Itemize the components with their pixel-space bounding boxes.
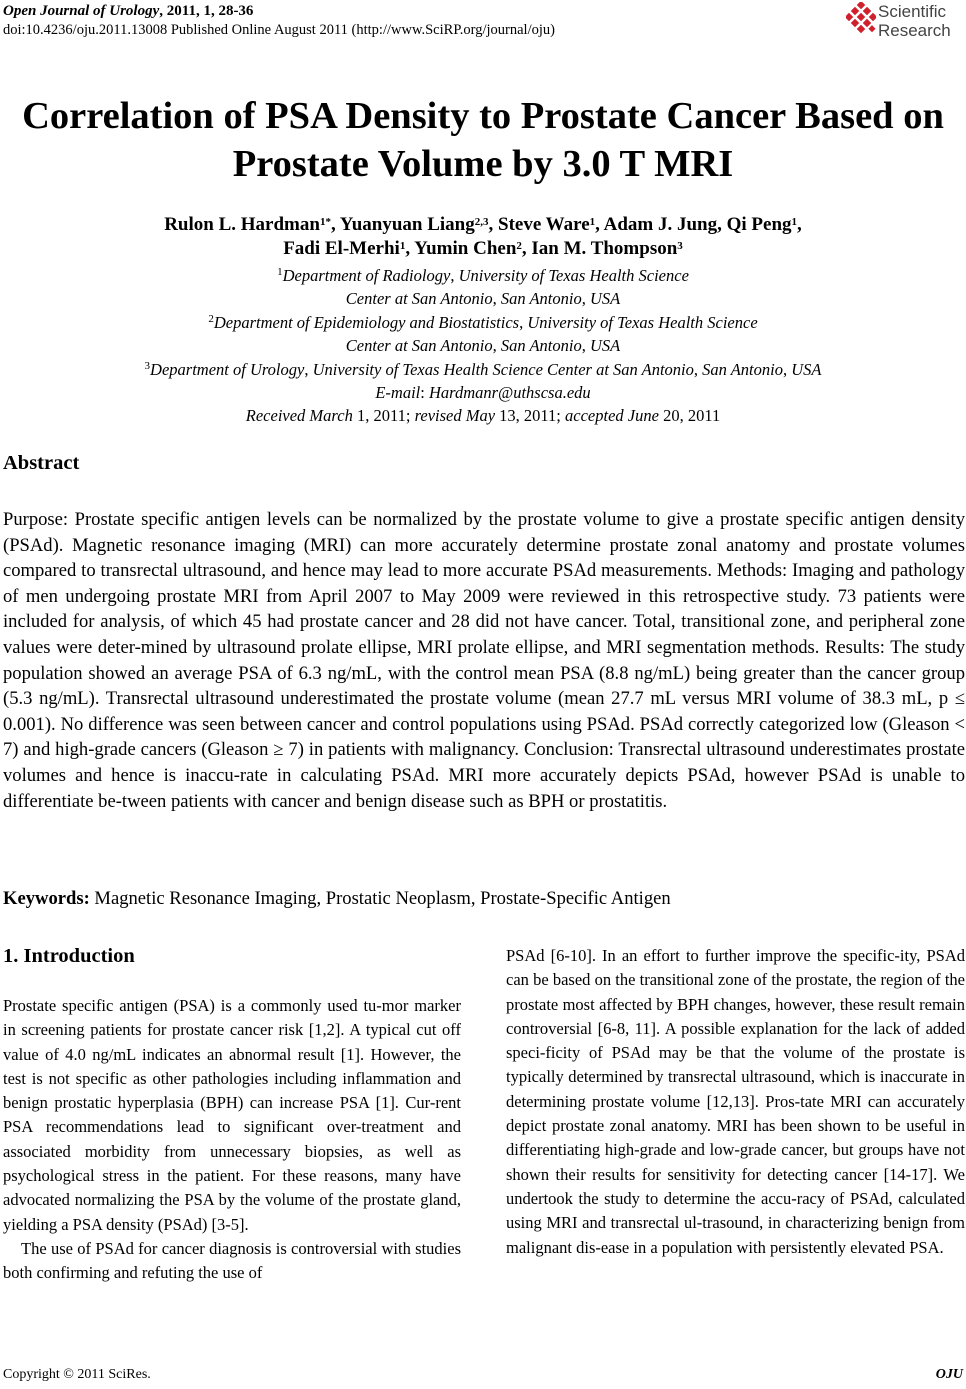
author-line-1: Rulon L. Hardman$^{1*}$, Yuanyuan Liang$^{2,3}$, Steve Ware$^1$, Adam J. Jung, Qi Peng$^1$, — [164, 214, 802, 235]
author-name: Yumin Chen — [414, 238, 517, 259]
journal-name: Open Journal of Urology — [3, 3, 160, 19]
intro-paragraph-3: PSAd [6-10]. In an effort to further improve the specific-ity, PSAd can be based on the transitional zone of the prostate, the region of the prostate most affected by BPH changes, however, these result remain controversial [6-8, 11]. A possible explanation for the lack of added speci-ficity of PSAd may be that the volume of the prostate is typically determined by transrectal ultrasound, which is inaccurate in determining prostate volume [12,13]. Pros-tate MRI can accurately depict prostate zonal anatomy. MRI has been shown to be useful in differentiating high-grade and low-grade cancer, but groups have not shown their results for sensitivity for detecting cancer [14-17]. We undertook the study to determine the accu-racy of PSAd, calculated using MRI and transrectal ul-trasound, in characterizing benign from malignant dis-ease in a population with persistently elevated PSA. — [506, 946, 965, 1257]
introduction-heading: 1. Introduction — [3, 945, 135, 967]
journal-citation: , 2011, 1, 28-36 — [159, 3, 254, 19]
abstract-heading: Abstract — [3, 452, 80, 474]
doi-line: doi:10.4236/oju.2011.13008 Published Online August 2011 (http://www.SciRP.org/journal/oju) — [3, 22, 555, 38]
intro-paragraph-1: Prostate specific antigen (PSA) is a commonly used tu-mor marker in screening patients for prostate cancer risk [1,2]. A typical cut off value of 4.0 ng/mL indicates an abnormal result [1]. However, the test is not specific as other pathologies including inflammation and benign prostatic hyperplasia (BPH) can increase PSA [1]. Cur-rent PSA recommendations lead to significant over-treatment and associated morbidity from unnecessary biopsies, as well as psychological stress in the patient. For these reasons, many have advocated normalizing the PSA by the volume of the prostate gland, yielding a PSA density (PSAd) [3-5]. — [3, 996, 461, 1234]
affiliation-1-city: Center at San Antonio, San Antonio, USA — [345, 289, 621, 309]
email-link[interactable]: Hardmanr@uthscsa.edu — [428, 383, 591, 403]
keywords-text: Magnetic Resonance Imaging, Prostatic Neoplasm, Prostate-Specific Antigen — [94, 888, 671, 909]
author-name: Adam J. Jung — [603, 214, 718, 235]
author-name: Ian M. Thompson — [531, 238, 678, 259]
keywords — [3, 886, 671, 911]
affiliation-2-city: Center at San Antonio, San Antonio, USA — [345, 336, 621, 356]
author-affiliation-marker: 1* — [319, 216, 331, 228]
title-line2: Prostate Volume by 3.0 T MRI — [232, 143, 734, 185]
right-column — [506, 944, 965, 1260]
email-line: E-mail: Hardmanr@uthscsa.edu — [375, 383, 591, 403]
logo-text — [878, 2, 951, 40]
affiliations — [0, 264, 966, 428]
author-affiliation-marker: 1 — [791, 216, 798, 228]
author-name: Yuanyuan Liang — [339, 214, 475, 235]
author-name: Fadi El-Merhi — [283, 238, 400, 259]
intro-paragraph-2: The use of PSAd for cancer diagnosis is controversial with studies both confirming and refuting the use of — [3, 1238, 461, 1283]
author-affiliation-marker: 1 — [589, 216, 596, 228]
journal-abbr-footer: OJU — [935, 1367, 963, 1382]
keywords-label: Keywords: — [3, 888, 90, 909]
logo-line1: Scientific — [878, 2, 947, 21]
affiliation-1: $^1$Department of Radiology, University of Texas Health Science — [277, 266, 689, 285]
abstract-text: Purpose: Prostate specific antigen levels can be normalized by the prostate volume to give a prostate specific antigen density (PSAd). Magnetic resonance imaging (MRI) can more accurately determine prostate zonal anatomy and prostate volumes compared to transrectal ultrasound, and hence may lead to more accurate PSAd measurements. Methods: Imaging and pathology of men undergoing prostate MRI from April 2007 to May 2009 were reviewed in this retrospective study. 73 patients were included for analysis, of which 45 had prostate cancer and 28 did not have cancer. Total, transitional zone, and peripheral zone values were deter-mined by ultrasound prolate ellipse, MRI prolate ellipse, and MRI segmentation methods. Results: The study population showed an average PSA of 6.3 ng/mL, with the control mean PSA (8.8 ng/mL) being greater than the cancer group (5.3 ng/mL). Transrectal ultrasound underestimated the prostate volume (mean 27.7 mL versus MRI volume of 38.3 mL, p ≤ 0.001). No difference was seen between cancer and control populations using PSAd. PSAd correctly categorized low (Gleason < 7) and high-grade cancers (Gleason ≥ 7) in patients with malignancy. Conclusion: Transrectal ultrasound underestimates prostate volumes and hence is inaccu-rate in calculating PSAd. MRI more accurately depicts PSAd, however PSAd is unable to differentiate be-tween patients with cancer and benign disease such as BPH or prostatitis. — [3, 509, 965, 812]
dates-line: Received March 1, 2011; revised May 13, 2011; accepted June 20, 2011 — [245, 406, 721, 426]
author-affiliation-marker: 1 — [399, 240, 406, 252]
title-line1: Correlation of PSA Density to Prostate Cancer Based on — [22, 95, 944, 137]
author-list — [0, 213, 966, 261]
logo-line2: Research — [878, 21, 951, 40]
affiliation-3: $^3$Department of Urology, University of Texas Health Science Center at San Antonio, San Antonio, USA — [144, 359, 822, 379]
author-name: Steve Ware — [498, 214, 590, 235]
author-affiliation-marker: 3 — [677, 240, 683, 252]
paper-title — [0, 92, 966, 188]
journal-header — [3, 2, 555, 40]
copyright-footer: Copyright © 2011 SciRes. — [3, 1367, 151, 1382]
author-name: Rulon L. Hardman — [164, 214, 320, 235]
logo-icon — [846, 2, 876, 42]
author-line-2: Fadi El-Merhi$^1$, Yumin Chen$^2$, Ian M. Thompson$^3$ — [283, 238, 683, 259]
scientific-research-logo — [846, 0, 966, 46]
author-affiliation-marker: 2 — [516, 240, 522, 252]
left-column — [3, 994, 461, 1286]
affiliation-2: $^2$Department of Epidemiology and Biostatistics, University of Texas Health Science — [208, 312, 758, 332]
author-name: Qi Peng — [726, 214, 792, 235]
author-affiliation-marker: 2,3 — [474, 216, 489, 228]
